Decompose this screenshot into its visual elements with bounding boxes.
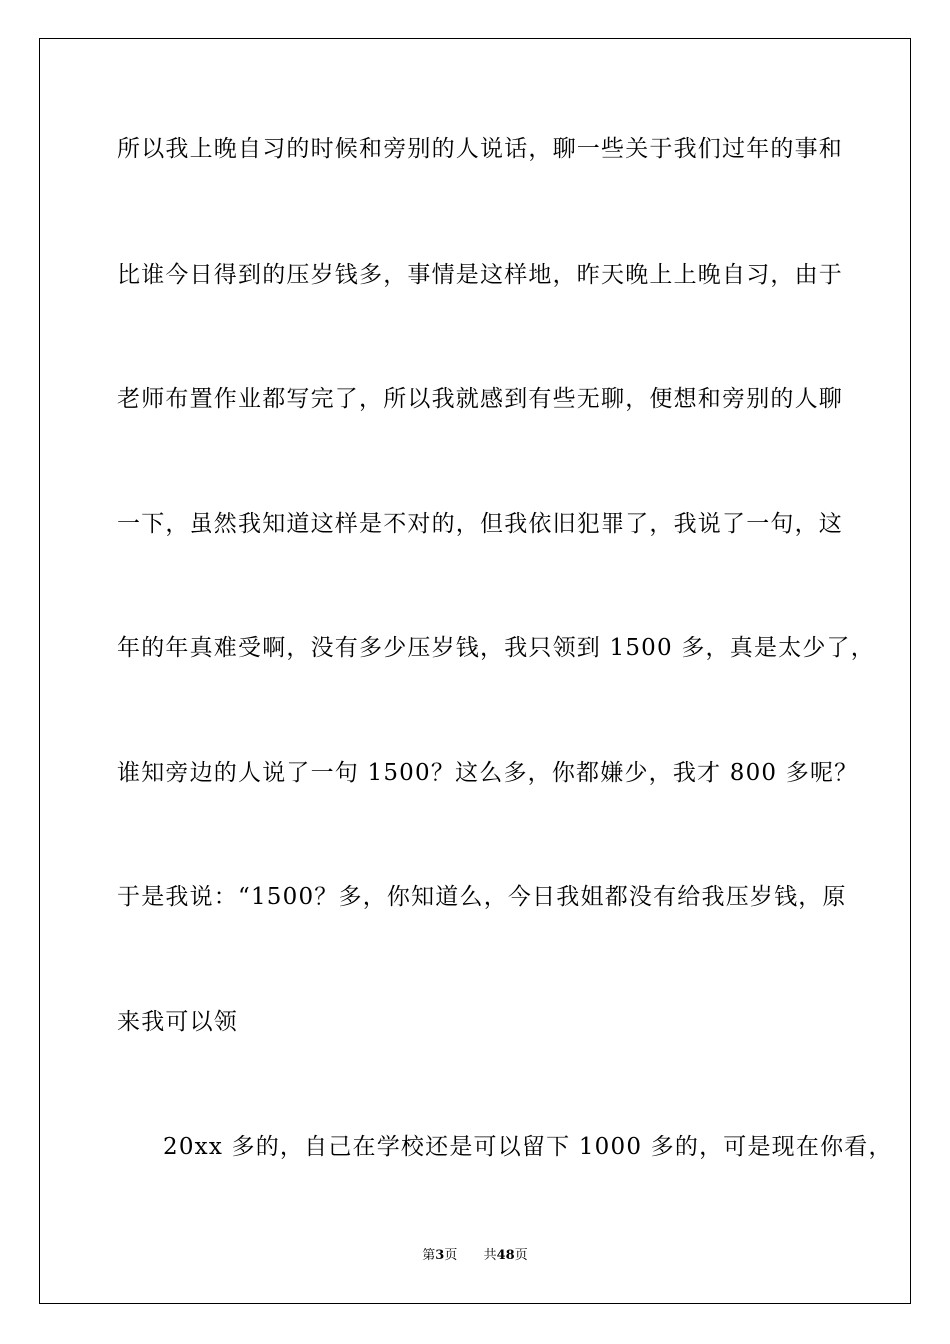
body-text-line: 来我可以领 [117, 1009, 238, 1035]
body-text-line: 一下，虽然我知道这样是不对的，但我依旧犯罪了，我说了一句，这 [117, 511, 843, 537]
body-text-line: 比谁今日得到的压岁钱多，事情是这样地，昨天晚上上晚自习，由于 [117, 262, 843, 288]
page-border [39, 38, 911, 1304]
total-label-prefix: 共 [483, 1248, 497, 1263]
body-text-line-indented: 20xx 多的，自己在学校还是可以留下 1000 多的，可是现在你看， [163, 1134, 893, 1160]
body-text-line: 年的年真难受啊，没有多少压岁钱，我只领到 1500 多，真是太少了， [117, 635, 875, 661]
page-footer [0, 1247, 950, 1265]
page-label-suffix: 页 [444, 1248, 458, 1263]
page-label-prefix: 第 [422, 1248, 436, 1263]
total-pages: 48 [496, 1248, 515, 1263]
body-text-line: 于是我说：“1500？多，你知道么，今日我姐都没有给我压岁钱，原 [117, 884, 847, 910]
page-number: 3 [435, 1248, 445, 1263]
body-text-line: 老师布置作业都写完了，所以我就感到有些无聊，便想和旁别的人聊 [117, 386, 843, 412]
total-label-suffix: 页 [514, 1248, 528, 1263]
body-text-line: 所以我上晚自习的时候和旁别的人说话，聊一些关于我们过年的事和 [117, 136, 843, 162]
body-text-line: 谁知旁边的人说了一句 1500？这么多，你都嫌少，我才 800 多呢？ [117, 760, 859, 786]
